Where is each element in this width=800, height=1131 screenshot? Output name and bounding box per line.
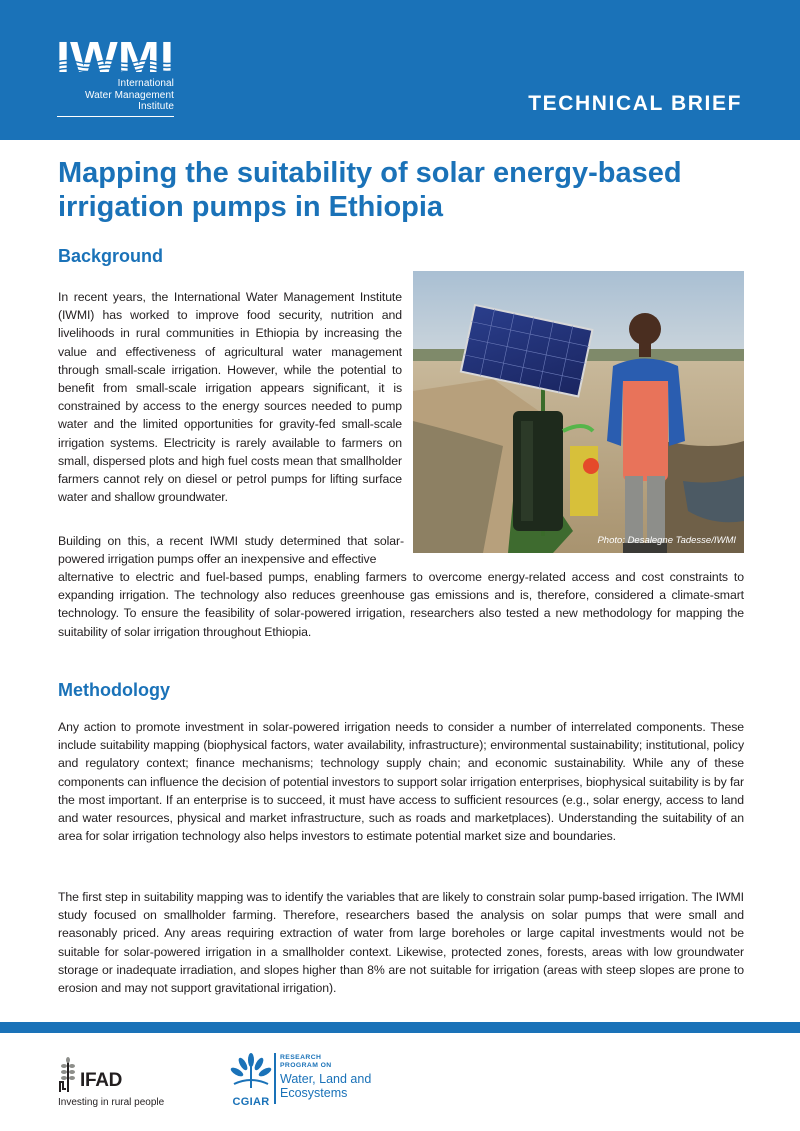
wle-line-2: PROGRAM ON (280, 1062, 332, 1069)
methodology-paragraph-2: The first step in suitability mapping was to identify the variables that are likely to constrain solar pump-based irrigation. The IWMI study focused on smallholder farming. Therefore, researchers based the analysis on solar pumps that were small and reasonably priced. Any areas requiring extraction of water from large boreholes or large capital investments would not be suitable for solar-powered irrigation in a smallholder context. Likewise, protected zones, forests, areas with low groundwater storage or inadequate irradiation, and slopes higher than 8% are not suitable for irrigation (areas with steep slopes are prone to erosion and may not support gravitational irrigation). (58, 890, 744, 996)
wle-line-4: Ecosystems (280, 1086, 348, 1100)
brief-type-label: TECHNICAL BRIEF (528, 92, 742, 115)
cgiar-wordmark: CGIAR (232, 1096, 270, 1108)
methodology-heading: Methodology (58, 680, 170, 700)
photo-illustration (413, 271, 744, 553)
logo-divider (57, 116, 174, 117)
background-paragraph-1: In recent years, the International Water Management Institute (IWMI) has worked to improve food security, nutrition and livelihoods in rural communities in Ethiopia by increasing the value and effectiveness of agricultural water management through small-scale irrigation. However, while the potential to benefit from small-scale irrigation appears significant, it is constrained by access to the energy sources needed to pump water and the limited opportunities for gravity-fed small-scale irrigation systems. Electricity is rarely available to farmers on small, dispersed plots and high fuel costs mean that smallholder farmers cannot rely on diesel or petrol pumps for lifting surface water and shallow groundwater. (58, 290, 402, 505)
cgiar-leaf-icon (226, 1052, 276, 1090)
ifad-wordmark: IFAD (80, 1070, 123, 1091)
logo-line-2: Water Management (84, 89, 174, 101)
wheat-emblem-icon (58, 1056, 78, 1092)
iwmi-logo[interactable] (57, 34, 177, 117)
wle-line-3: Water, Land and (280, 1072, 372, 1086)
header-banner (0, 0, 800, 140)
logo-text (57, 78, 174, 113)
background-paragraph-2-continued: alternative to electric and fuel-based pumps, enabling farmers to overcome energy-related access and cost constraints to expanding irrigation. The technology also reduces greenhouse gas emissions and is, therefore, considered a climate-smart technology. To ensure the feasibility of solar-powered irrigation, researchers also tested a new methodology for mapping the suitability of solar irrigation throughout Ethiopia. (58, 570, 744, 639)
background-heading: Background (58, 246, 164, 266)
wle-divider (274, 1053, 276, 1104)
wle-program-logo[interactable] (280, 1054, 371, 1100)
background-paragraph-2-start: Building on this, a recent IWMI study determined that solar-powered irrigation pumps offer an inexpensive and effective (58, 534, 404, 567)
page-title: Mapping the suitability of solar energy-based irrigation pumps in Ethiopia (58, 157, 682, 223)
ifad-logo[interactable] (58, 1050, 178, 1108)
iwmi-wordmark-logo (57, 34, 174, 76)
footer-divider-bar (0, 1022, 800, 1033)
wle-line-1: RESEARCH (280, 1054, 322, 1061)
ifad-mark (58, 1050, 178, 1092)
photo-credit: Photo: Desalegne Tadesse/IWMI (597, 535, 736, 546)
cgiar-logo[interactable] (216, 1052, 286, 1108)
methodology-paragraph-1: Any action to promote investment in solar-powered irrigation needs to consider a number of interrelated components. These include suitability mapping (biophysical factors, water availability, infrastructure); environmental sustainability; institutional, policy and regulatory context; finance mechanisms; technology supply chain; and economic sustainability. While any of these components can influence the decision of potential investors to support solar irrigation enterprises, biophysical suitability is by far the most important. If an enterprise is to succeed, it must have access to sufficient resources (e.g., solar energy, access to land and water resources, physical and market infrastructure, such as roads and marketplaces). Understanding the suitability of an area for solar irrigation technology also helps investors to estimate potential market size and boundaries. (58, 720, 744, 844)
farmer-solar-pump-photo (413, 271, 744, 553)
ifad-tagline: Investing in rural people (58, 1097, 165, 1108)
logo-line-1: International (117, 78, 174, 89)
logo-line-3: Institute (138, 101, 174, 112)
